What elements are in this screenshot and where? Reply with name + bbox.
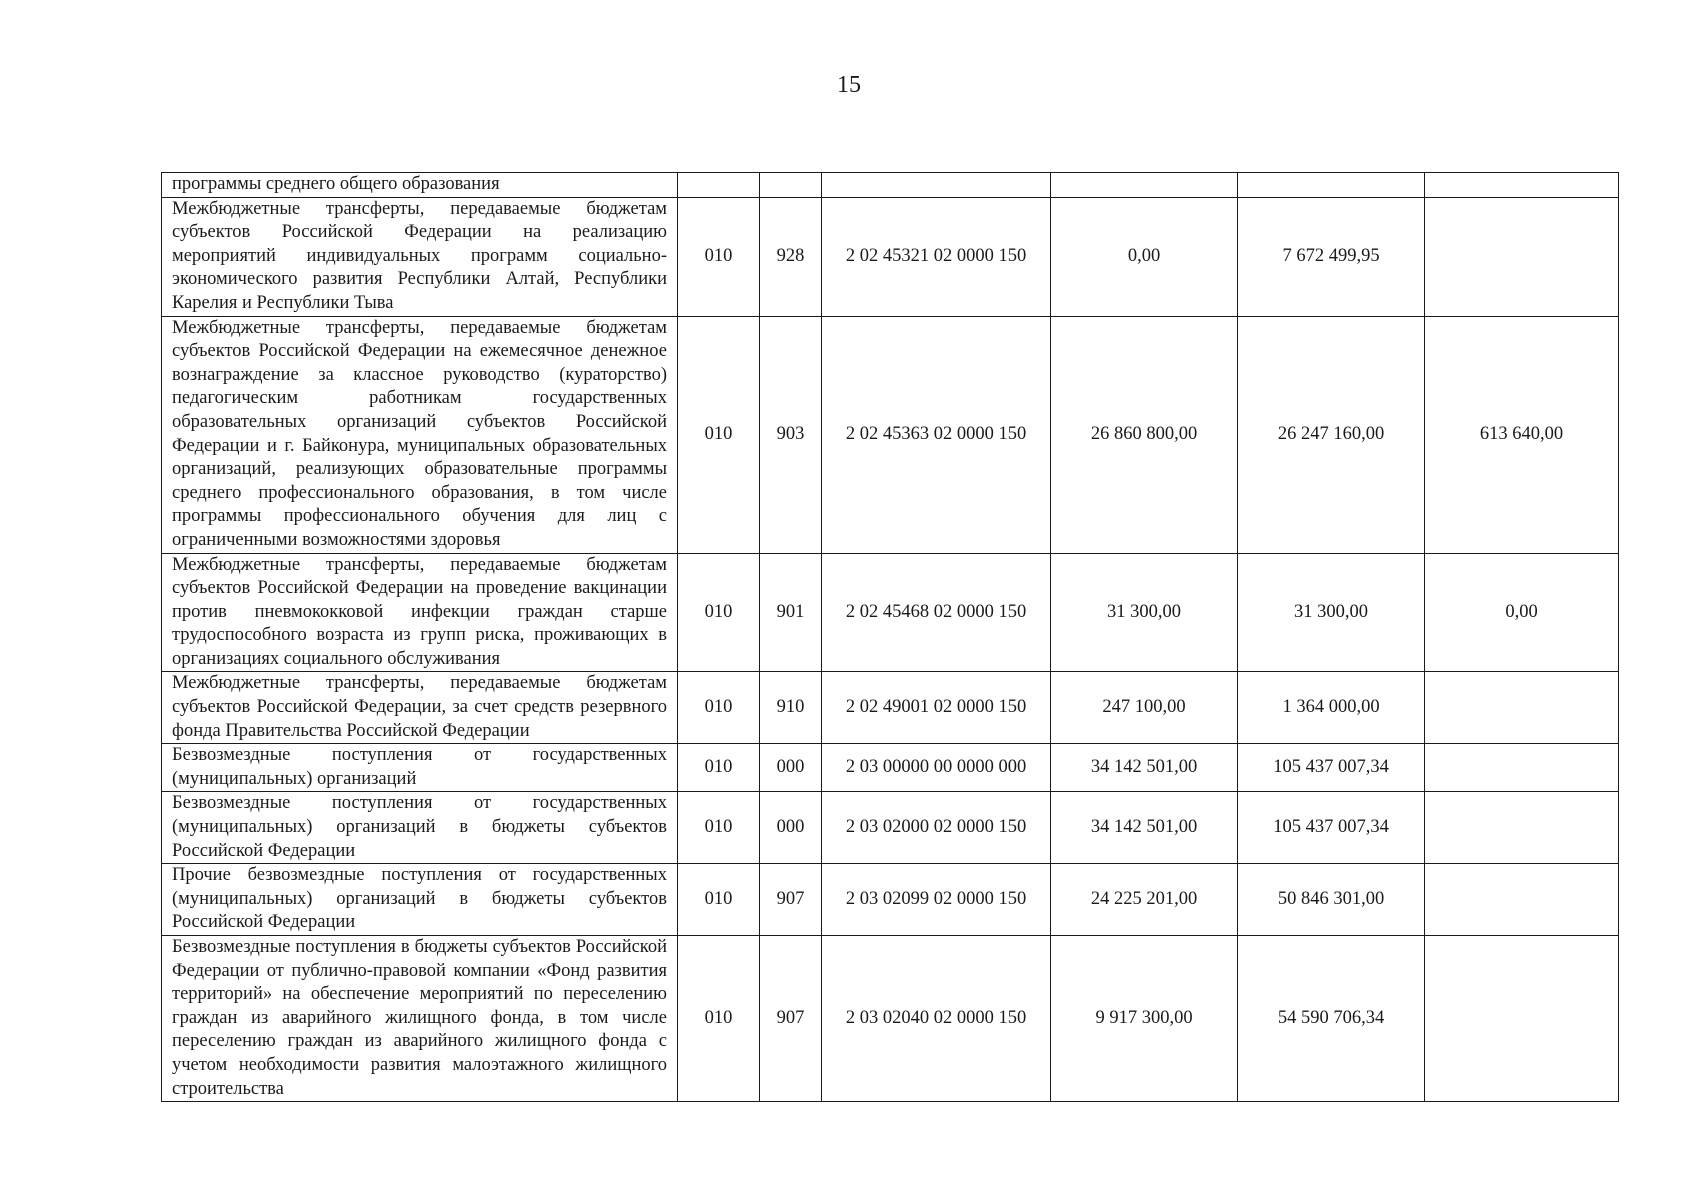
row-value-1: 9 917 300,00: [1051, 936, 1238, 1102]
row-section-code: 010: [678, 553, 760, 672]
row-budget-classification-code: 2 02 45468 02 0000 150: [822, 553, 1051, 672]
table-row: [162, 936, 1619, 1102]
table-row: [162, 553, 1619, 672]
row-value-3: [1425, 864, 1619, 936]
row-description: Безвозмездные поступления от государственных (муниципальных) организаций в бюджеты субъектов Российской Федерации: [162, 792, 678, 864]
row-section-code: 010: [678, 197, 760, 316]
row-description: Межбюджетные трансферты, передаваемые бюджетам субъектов Российской Федерации на ежемесячное денежное вознаграждение за классное руководство (кураторство) педагогическим работникам государственных образовательных организаций субъектов Российской Федерации и г. Байконура, муниципальных образовательных организаций, реализующих образовательные программы среднего профессионального образования, в том числе программы профессионального обучения для лиц с ограниченными возможностями здоровья: [162, 316, 678, 553]
row-value-3: [1425, 197, 1619, 316]
row-budget-classification-code: 2 03 02099 02 0000 150: [822, 864, 1051, 936]
row-admin-code: 000: [760, 744, 822, 792]
table-row: [162, 792, 1619, 864]
row-section-code: 010: [678, 744, 760, 792]
row-value-3: [1425, 672, 1619, 744]
row-admin-code: 907: [760, 936, 822, 1102]
row-section-code: 010: [678, 316, 760, 553]
row-admin-code: 910: [760, 672, 822, 744]
table-row: [162, 173, 1619, 198]
row-value-1: 0,00: [1051, 197, 1238, 316]
row-value-2: 31 300,00: [1238, 553, 1425, 672]
row-description: Межбюджетные трансферты, передаваемые бюджетам субъектов Российской Федерации на реализацию мероприятий индивидуальных программ социально-экономического развития Республики Алтай, Республики Карелия и Республики Тыва: [162, 197, 678, 316]
row-value-1: 247 100,00: [1051, 672, 1238, 744]
row-value-2: 105 437 007,34: [1238, 744, 1425, 792]
row-section-code: 010: [678, 792, 760, 864]
row-value-1: 34 142 501,00: [1051, 792, 1238, 864]
row-value-1: 26 860 800,00: [1051, 316, 1238, 553]
row-value-2: 26 247 160,00: [1238, 316, 1425, 553]
row-admin-code: 928: [760, 197, 822, 316]
row-section-code: 010: [678, 864, 760, 936]
row-section-code: [678, 173, 760, 198]
row-description: Безвозмездные поступления от государственных (муниципальных) организаций: [162, 744, 678, 792]
row-section-code: 010: [678, 672, 760, 744]
table-row: [162, 744, 1619, 792]
row-value-1: 24 225 201,00: [1051, 864, 1238, 936]
table-row: [162, 197, 1619, 316]
row-value-1: [1051, 173, 1238, 198]
row-value-2: [1238, 173, 1425, 198]
row-admin-code: 901: [760, 553, 822, 672]
row-description: Безвозмездные поступления в бюджеты субъектов Российской Федерации от публично-правовой компании «Фонд развития территорий» на обеспечение мероприятий по переселению граждан из аварийного жилищного фонда, в том числе переселению граждан из аварийного жилищного фонда с учетом необходимости развития малоэтажного жилищного строительства: [162, 936, 678, 1102]
page-number: 15: [837, 72, 861, 98]
row-budget-classification-code: 2 03 00000 00 0000 000: [822, 744, 1051, 792]
row-admin-code: 907: [760, 864, 822, 936]
row-description: Межбюджетные трансферты, передаваемые бюджетам субъектов Российской Федерации, за счет средств резервного фонда Правительства Российской Федерации: [162, 672, 678, 744]
row-description: Межбюджетные трансферты, передаваемые бюджетам субъектов Российской Федерации на проведение вакцинации против пневмококковой инфекции граждан старше трудоспособного возраста из групп риска, проживающих в организациях социального обслуживания: [162, 553, 678, 672]
row-value-3: [1425, 744, 1619, 792]
row-budget-classification-code: 2 02 49001 02 0000 150: [822, 672, 1051, 744]
row-description: Прочие безвозмездные поступления от государственных (муниципальных) организаций в бюджеты субъектов Российской Федерации: [162, 864, 678, 936]
row-budget-classification-code: 2 02 45321 02 0000 150: [822, 197, 1051, 316]
row-budget-classification-code: 2 03 02000 02 0000 150: [822, 792, 1051, 864]
row-value-2: 7 672 499,95: [1238, 197, 1425, 316]
row-value-3: [1425, 936, 1619, 1102]
table-row: [162, 316, 1619, 553]
row-value-3: [1425, 173, 1619, 198]
row-description: программы среднего общего образования: [162, 173, 678, 198]
row-value-2: 50 846 301,00: [1238, 864, 1425, 936]
row-budget-classification-code: 2 02 45363 02 0000 150: [822, 316, 1051, 553]
row-budget-classification-code: [822, 173, 1051, 198]
row-value-2: 54 590 706,34: [1238, 936, 1425, 1102]
row-value-2: 105 437 007,34: [1238, 792, 1425, 864]
row-value-3: [1425, 792, 1619, 864]
budget-revenue-table: [161, 172, 1619, 1102]
row-section-code: 010: [678, 936, 760, 1102]
row-admin-code: 903: [760, 316, 822, 553]
row-value-1: 31 300,00: [1051, 553, 1238, 672]
table-row: [162, 864, 1619, 936]
row-budget-classification-code: 2 03 02040 02 0000 150: [822, 936, 1051, 1102]
row-admin-code: 000: [760, 792, 822, 864]
row-value-3: 0,00: [1425, 553, 1619, 672]
row-value-3: 613 640,00: [1425, 316, 1619, 553]
row-value-1: 34 142 501,00: [1051, 744, 1238, 792]
row-admin-code: [760, 173, 822, 198]
table-row: [162, 672, 1619, 744]
row-value-2: 1 364 000,00: [1238, 672, 1425, 744]
